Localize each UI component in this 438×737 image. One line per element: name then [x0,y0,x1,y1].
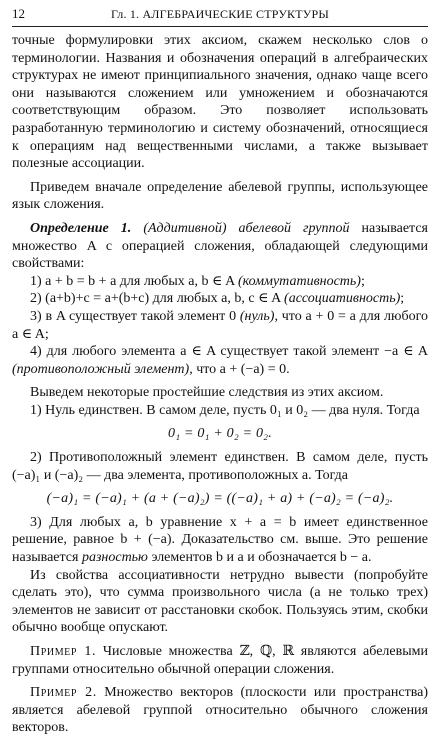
definition [12,220,428,273]
definition-label: Определение 1. [30,220,132,236]
example-2-label: Пример 2. [30,685,97,701]
paragraph-intro: точные формулировки этих аксиом, скажем несколько слов о терминологии. Названия и обозначения операций в алгебраических структурах не имеют принципиального значения, однако чаще всего они называются сложением или умножением и обозначаются соответствующим образом. Это позволяет использовать разработанную терминологию и систему обозначений, относящиеся к операциям над вещественными числами, а также вызывает полезные ассоциации. [12,33,428,172]
definition-text: называется множество A с операцией сложения, обладающей следующими свойствами: [12,220,428,272]
example-2 [12,684,428,737]
example-1-text: Числовые множества ℤ, ℚ, ℝ являются абелевыми группами относительно обычной операции сложения. [12,644,428,677]
corollary-3-term: разностью [81,550,148,566]
property-1 [12,273,428,291]
property-3-term: (нуль) [239,308,275,324]
property-4-end: , что a + (−a) = 0. [189,361,290,377]
property-1-text: 1) a + b = b + a для любых a, b ∈ A [30,273,238,289]
page-header [12,6,428,27]
property-1-end: ; [360,273,365,289]
page-body [12,32,428,737]
corollary-3-text: 3) Для любых a, b уравнение x + a = b имеет единственное решение, равное b + (−a). Доказательство см. выше. Это решение называется [12,514,428,566]
property-3-end: , что a + 0 = a для любого a ∈ A; [12,308,428,342]
property-2-text: 2) (a+b)+c = a+(b+c) для любых a, b, c ∈ A [30,291,285,307]
formula-zero-unique: 0₁ = 0₁ + 0₂ = 0₂. [168,426,272,442]
example-2-text: Множество векторов (плоскости или пространства) является абелевой группой относительно обычного сложения векторов. [12,685,428,736]
paragraph-associativity: Из свойства ассоциативности нетрудно вывести (попробуйте сделать это), что сумма произвольного числа (а не только трех) элементов не зависит от расстановки скобок. Пользуясь этим, скобки обычно вообще опускают. [12,567,428,636]
definition-term: (Аддитивной) абелевой группой [143,220,350,236]
page-number: 12 [12,6,25,21]
formula-opposite-unique: (−a)₁ = (−a)₁ + (a + (−a)₂) = ((−a)₁ + a) + (−a)₂ = (−a)₂. [46,491,394,507]
property-4 [12,343,428,378]
paragraph-lead: Приведем вначале определение абелевой группы, использующее язык сложения. [12,179,428,213]
paragraph-corollaries-intro: Выведем некоторые простейшие следствия из этих аксиом. [30,385,384,401]
running-head: Гл. 1. АЛГЕБРАИЧЕСКИЕ СТРУКТУРЫ [111,7,329,21]
example-1 [12,643,428,678]
corollary-2: 2) Противоположный элемент единствен. В самом деле, пусть (−a)₁ и (−a)₂ — два элемента, противоположных a. Тогда [12,450,428,483]
property-4-text: 4) для любого элемента a ∈ A существует такой элемент −a ∈ A [30,344,428,360]
property-2-end: ; [400,291,405,307]
property-2-term: (ассоциативность) [284,291,401,307]
property-3-text: 3) в A существует такой элемент 0 [30,308,240,324]
property-1-term: (коммутативность) [237,273,361,289]
corollary-1: 1) Нуль единствен. В самом деле, пусть 0₁ и 0₂ — два нуля. Тогда [30,402,420,418]
property-3 [12,308,428,343]
corollary-3 [12,514,428,567]
property-2 [12,290,428,308]
corollary-3-end: элементов b и a и обозначается b − a. [147,550,372,566]
property-4-term: (противоположный элемент) [12,361,190,377]
example-1-label: Пример 1. [30,644,97,659]
